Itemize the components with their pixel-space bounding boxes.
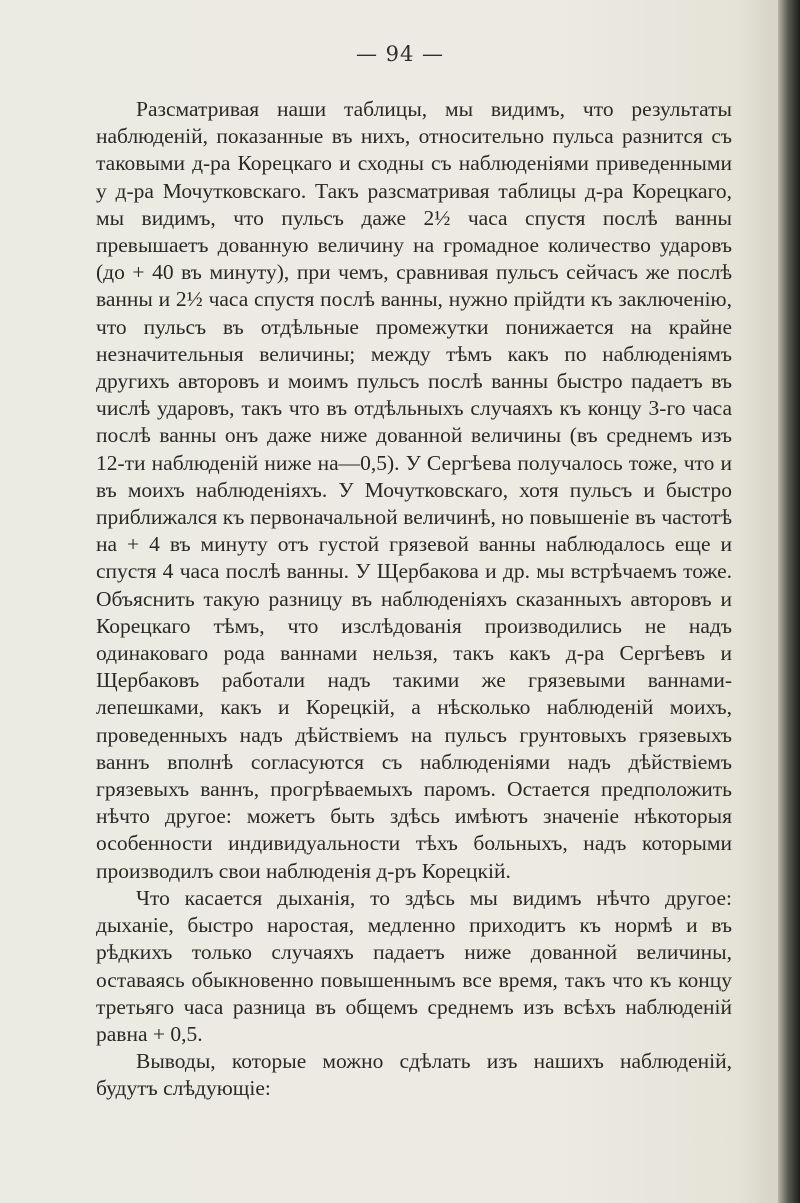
paragraph-conclusions: Выводы, которые можно сдѣлать изъ нашихъ наблюденій, будутъ слѣдующіе: <box>96 1049 732 1101</box>
body-text <box>96 96 732 1103</box>
page-edge-shadow <box>778 0 800 1203</box>
page-number: — 94 — <box>355 42 445 66</box>
paragraph-breathing: Что касается дыханія, то здѣсь мы видимъ нѣчто другое: дыханіе, быстро наростая, медленно приходитъ къ нормѣ и въ рѣдкихъ только случаяхъ падаетъ ниже дованной величины, оставаясь обыкновенно повышеннымъ все время, такъ что къ концу третьяго часа разница въ общемъ среднемъ изъ всѣхъ наблюденій равна + 0,5. <box>96 885 732 1046</box>
paragraph-pulse: Разсматривая наши таблицы, мы видимъ, что результаты наблюденій, показанные въ нихъ, относительно пульса разнится съ таковыми д-ра Корецкаго и сходны съ наблюденіями приведенными у д-ра Мочутковскаго. Такъ разсматривая таблицы д-ра Корецкаго, мы видимъ, что пульсъ даже 2½ часа спустя послѣ ванны превышаетъ дованную величину на громадное количество ударовъ (до + 40 въ минуту), при чемъ, сравнивая пульсъ сейчасъ же послѣ ванны и 2½ часа спустя послѣ ванны, нужно прійдти къ заключенію, что пульсъ въ отдѣльные промежутки понижается на крайне незначительныя величины; между тѣмъ какъ по наблюденіямъ другихъ авторовъ и моимъ пульсъ послѣ ванны быстро падаетъ въ числѣ ударовъ, такъ что въ отдѣльныхъ случаяхъ къ концу 3-го часа послѣ ванны онъ даже ниже дованной величины (въ среднемъ изъ 12-ти наблюденій ниже на—0,5). У Сергѣева получалось тоже, что и въ моихъ наблюденіяхъ. У Мочутковскаго, хотя пульсъ и быстро приближался къ первоначальной величинѣ, но повышеніе въ частотѣ на + 4 въ минуту отъ густой грязевой ванны наблюдалось еще и спустя 4 часа послѣ ванны. У Щербакова и др. мы встрѣчаемъ тоже. Объяснить такую разницу въ наблюденіяхъ сказанныхъ авторовъ и Корецкаго тѣмъ, что изслѣдованія производились не надъ одинаковаго рода ваннами нельзя, такъ какъ д-ра Сергѣевъ и Щербаковъ работали надъ такими же грязевыми ваннами-лепешками, какъ и Корецкій, а нѣсколько наблюденій моихъ, проведенныхъ надъ дѣйствіемъ на пульсъ грунтовыхъ грязевыхъ ваннъ вполнѣ согласуются съ наблюденіями надъ дѣйствіемъ грязевыхъ ваннъ, прогрѣваемыхъ паромъ. Остается предположить нѣчто другое: можетъ быть здѣсь имѣютъ значеніе нѣкоторыя особенности индивидуальности тѣхъ больныхъ, надъ которыми производилъ свои наблюденія д-ръ Корецкій. <box>96 97 732 883</box>
